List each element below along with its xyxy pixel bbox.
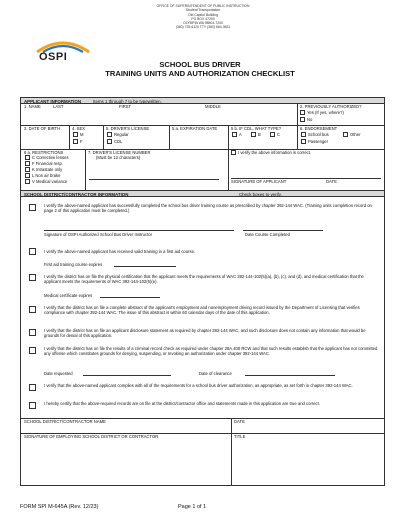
form-id: FORM SPI M-645A (Rev. 12/23) <box>20 504 99 510</box>
cdl-type-c-label: C <box>277 132 281 137</box>
date-requested-line[interactable] <box>83 375 171 376</box>
license-number-note: (Must be 12 characters) <box>96 155 141 160</box>
instructor-signature-label: Signature of OSPI Authorized School Bus Driver Instructor <box>44 232 152 237</box>
verify-physical-checkbox[interactable] <box>29 274 36 281</box>
sex-f-label: F <box>80 139 83 144</box>
verify-driving-record-text: I verify that the district has on file a complete abstract of the applicant's employment and nonemployment driving record issued by the Department of Licensing that verifies compliance with chapter 392-144 WAC. The issue of this abstract is within 60 calendar days of the date of this application. <box>44 305 360 316</box>
endorsement-school-bus-checkbox[interactable] <box>301 132 306 137</box>
verify-disclosure-text: I verify that the district has on file an applicant disclosure statement as required by chapter 392-144 WAC, and such disclosure does not contain any information that would be grounds for denial of this application. <box>44 328 366 339</box>
applicant-section-header <box>21 97 384 104</box>
date-completed-line[interactable] <box>243 230 323 231</box>
employer-signature-label: SIGNATURE OF EMPLOYING SCHOOL DISTRICT OR CONTRACTOR <box>24 434 159 439</box>
date-completed-label: Date Course Completed <box>245 232 290 237</box>
restriction-v-label: V Medical variance <box>32 179 68 184</box>
form-title <box>60 60 340 78</box>
agency-address <box>118 4 288 30</box>
middle-name-label: MIDDLE <box>205 104 221 109</box>
verify-physical-text: I verify the district has on file the physical certification that the applicant meets the requirements of WAC 392-144-102(5)(a), (b), (c), and (d), and medical certification that the applicant meets the requirements of WAC 392-144-102(5)(e). <box>44 274 364 285</box>
license-number-label: 7. DRIVER'S LICENSE NUMBER <box>88 150 151 155</box>
endorsement-school-bus-label: School bus <box>308 132 329 137</box>
agency-line: PO BOX 47200 <box>191 16 215 21</box>
verify-driving-record-checkbox[interactable] <box>29 306 36 313</box>
applicant-section-title: APPLICANT INFORMATION <box>24 99 81 104</box>
sex-m-label: M <box>80 132 84 137</box>
license-cdl-label: CDL <box>114 139 123 144</box>
certify-checkbox[interactable] <box>231 150 236 155</box>
restriction-c-checkbox[interactable] <box>25 155 30 160</box>
district-date-label: DATE <box>234 419 245 424</box>
previously-authorized-yes-checkbox[interactable] <box>300 110 305 115</box>
first-name-label: FIRST <box>119 104 132 109</box>
page-number: Page 1 of 1 <box>178 504 207 510</box>
drivers-license-label: 5. DRIVER'S LICENSE <box>106 126 150 131</box>
applicant-section-note: Items 1 through 7 to be typewritten. <box>93 99 162 104</box>
district-name-label: SCHOOL DISTRICT/CONTRACTOR NAME <box>24 419 106 424</box>
name-label: 1. NAME <box>24 104 41 109</box>
restriction-v-checkbox[interactable] <box>25 179 30 184</box>
license-regular-checkbox[interactable] <box>107 132 112 137</box>
restriction-l-checkbox[interactable] <box>25 173 30 178</box>
date-clearance-label: Date of clearance <box>199 371 232 376</box>
first-aid-expires-label: First aid training course expires <box>44 262 103 267</box>
cdl-type-b-checkbox[interactable] <box>251 132 256 137</box>
verify-training-text: I verify the above-named applicant has successfully completed the school bus driver training course as prescribed by chapter 392-144 WAC. (Training units completion record on page 2 of this application must be completed.) <box>44 203 372 214</box>
previously-authorized-no-checkbox[interactable] <box>300 117 305 122</box>
applicant-signature-label: SIGNATURE OF APPLICANT <box>231 179 287 184</box>
previously-authorized-no-label: No <box>307 117 313 122</box>
agency-line: (360) 725-6120 TTY (360) 664-3631 <box>175 25 231 30</box>
sex-m-checkbox[interactable] <box>73 132 78 137</box>
last-name-label: LAST <box>53 104 64 109</box>
sex-f-checkbox[interactable] <box>73 139 78 144</box>
expiration-date-label: 5 a. EXPIRATION DATE <box>172 126 218 131</box>
restriction-k-label: K Intrastate only <box>32 167 63 172</box>
verify-requirements-checkbox[interactable] <box>29 384 36 391</box>
cdl-type-c-checkbox[interactable] <box>270 132 275 137</box>
endorsement-other-label: Other <box>350 132 361 137</box>
verify-disclosure-checkbox[interactable] <box>29 329 36 336</box>
agency-line: OLYMPIA WA 98504-7200 <box>183 21 223 26</box>
previously-authorized-label: 2. PREVIOUSLY AUTHORIZED? <box>300 104 362 109</box>
employer-title-label: TITLE <box>234 434 246 439</box>
cdl-type-a-checkbox[interactable] <box>232 132 237 137</box>
verify-training-checkbox[interactable] <box>29 204 36 211</box>
first-aid-expires-line[interactable] <box>114 266 176 267</box>
verify-first-aid-text: I verify the above-named applicant has received valid training in a first aid course. <box>44 249 196 254</box>
endorsement-other-checkbox[interactable] <box>343 132 348 137</box>
instructor-signature-line[interactable] <box>44 230 234 231</box>
restrictions-label: 6 a. RESTRICTIONS <box>24 150 64 155</box>
restriction-k-checkbox[interactable] <box>25 167 30 172</box>
district-section-title: SCHOOL DISTRICT/CONTRACTOR INFORMATION <box>24 192 129 197</box>
district-section-note: Check boxes to verify. <box>239 192 282 197</box>
license-regular-label: Regular <box>114 132 129 137</box>
agency-line: Student Transportation <box>185 8 221 13</box>
endorsement-passenger-label: Passenger <box>308 139 329 144</box>
restriction-c-label: C Corrective lenses <box>32 155 69 160</box>
agency-line: OFFICE OF SUPERINTENDENT OF PUBLIC INSTRUCTION <box>156 4 250 8</box>
endorsement-label: 6. ENDORSEMENT <box>300 126 338 131</box>
endorsement-passenger-checkbox[interactable] <box>301 139 306 144</box>
verify-criminal-check-text: I verify that the district has on file the results of a criminal record check as required under chapter 28A.400 RCW and that such results establish that the applicant has not committed any offense which constitutes grounds for denying, suspending, or revoking an authorization under chapter 392-144 WAC. <box>44 346 378 357</box>
restriction-f-label: F Financial resp. <box>32 161 63 166</box>
date-of-birth-label: 3. DATE OF BIRTH <box>24 126 61 131</box>
title-line-2: TRAINING UNITS AND AUTHORIZATION CHECKLIST <box>105 69 295 78</box>
cdl-type-a-label: A <box>239 132 242 137</box>
certify-records-checkbox[interactable] <box>29 402 36 409</box>
agency-line: Old Capitol Building <box>188 12 218 17</box>
applicant-date-label: DATE <box>326 179 337 184</box>
verify-first-aid-checkbox[interactable] <box>29 248 36 255</box>
previously-authorized-yes-label: Yes (If yes, where?) <box>307 110 344 115</box>
verify-criminal-check-checkbox[interactable] <box>29 347 36 354</box>
cdl-type-b-label: B <box>258 132 261 137</box>
verify-requirements-text: I verify that the above-named applicant complies with all of the requirements for a school bus driver authorization, as appropriate, as set forth in chapter 392-144 WAC. <box>44 383 353 388</box>
date-clearance-line[interactable] <box>245 375 335 376</box>
restriction-f-checkbox[interactable] <box>25 161 30 166</box>
title-line-1: SCHOOL BUS DRIVER <box>159 60 241 69</box>
medical-expires-line[interactable] <box>100 297 160 298</box>
license-cdl-checkbox[interactable] <box>107 139 112 144</box>
date-requested-label: Date requested <box>44 371 73 376</box>
applicant-section <box>20 97 385 190</box>
certify-records-text: I hereby certify that the above-required records are on file at the district/contractor office and statements made in this application are true and correct. <box>44 401 320 406</box>
license-number-line[interactable] <box>89 179 219 180</box>
logo-text: OSPI <box>39 51 68 63</box>
sex-label: 4. SEX <box>72 126 86 131</box>
medical-expires-label: Medical certificate expires <box>44 293 93 298</box>
district-section-header <box>21 190 384 197</box>
certify-label: I verify the above information is correct. <box>238 150 312 155</box>
restriction-l-label: L Non air brake <box>32 173 61 178</box>
cdl-type-label: 5 b. IF CDL, WHAT TYPE? <box>231 126 282 131</box>
district-section <box>20 190 385 486</box>
